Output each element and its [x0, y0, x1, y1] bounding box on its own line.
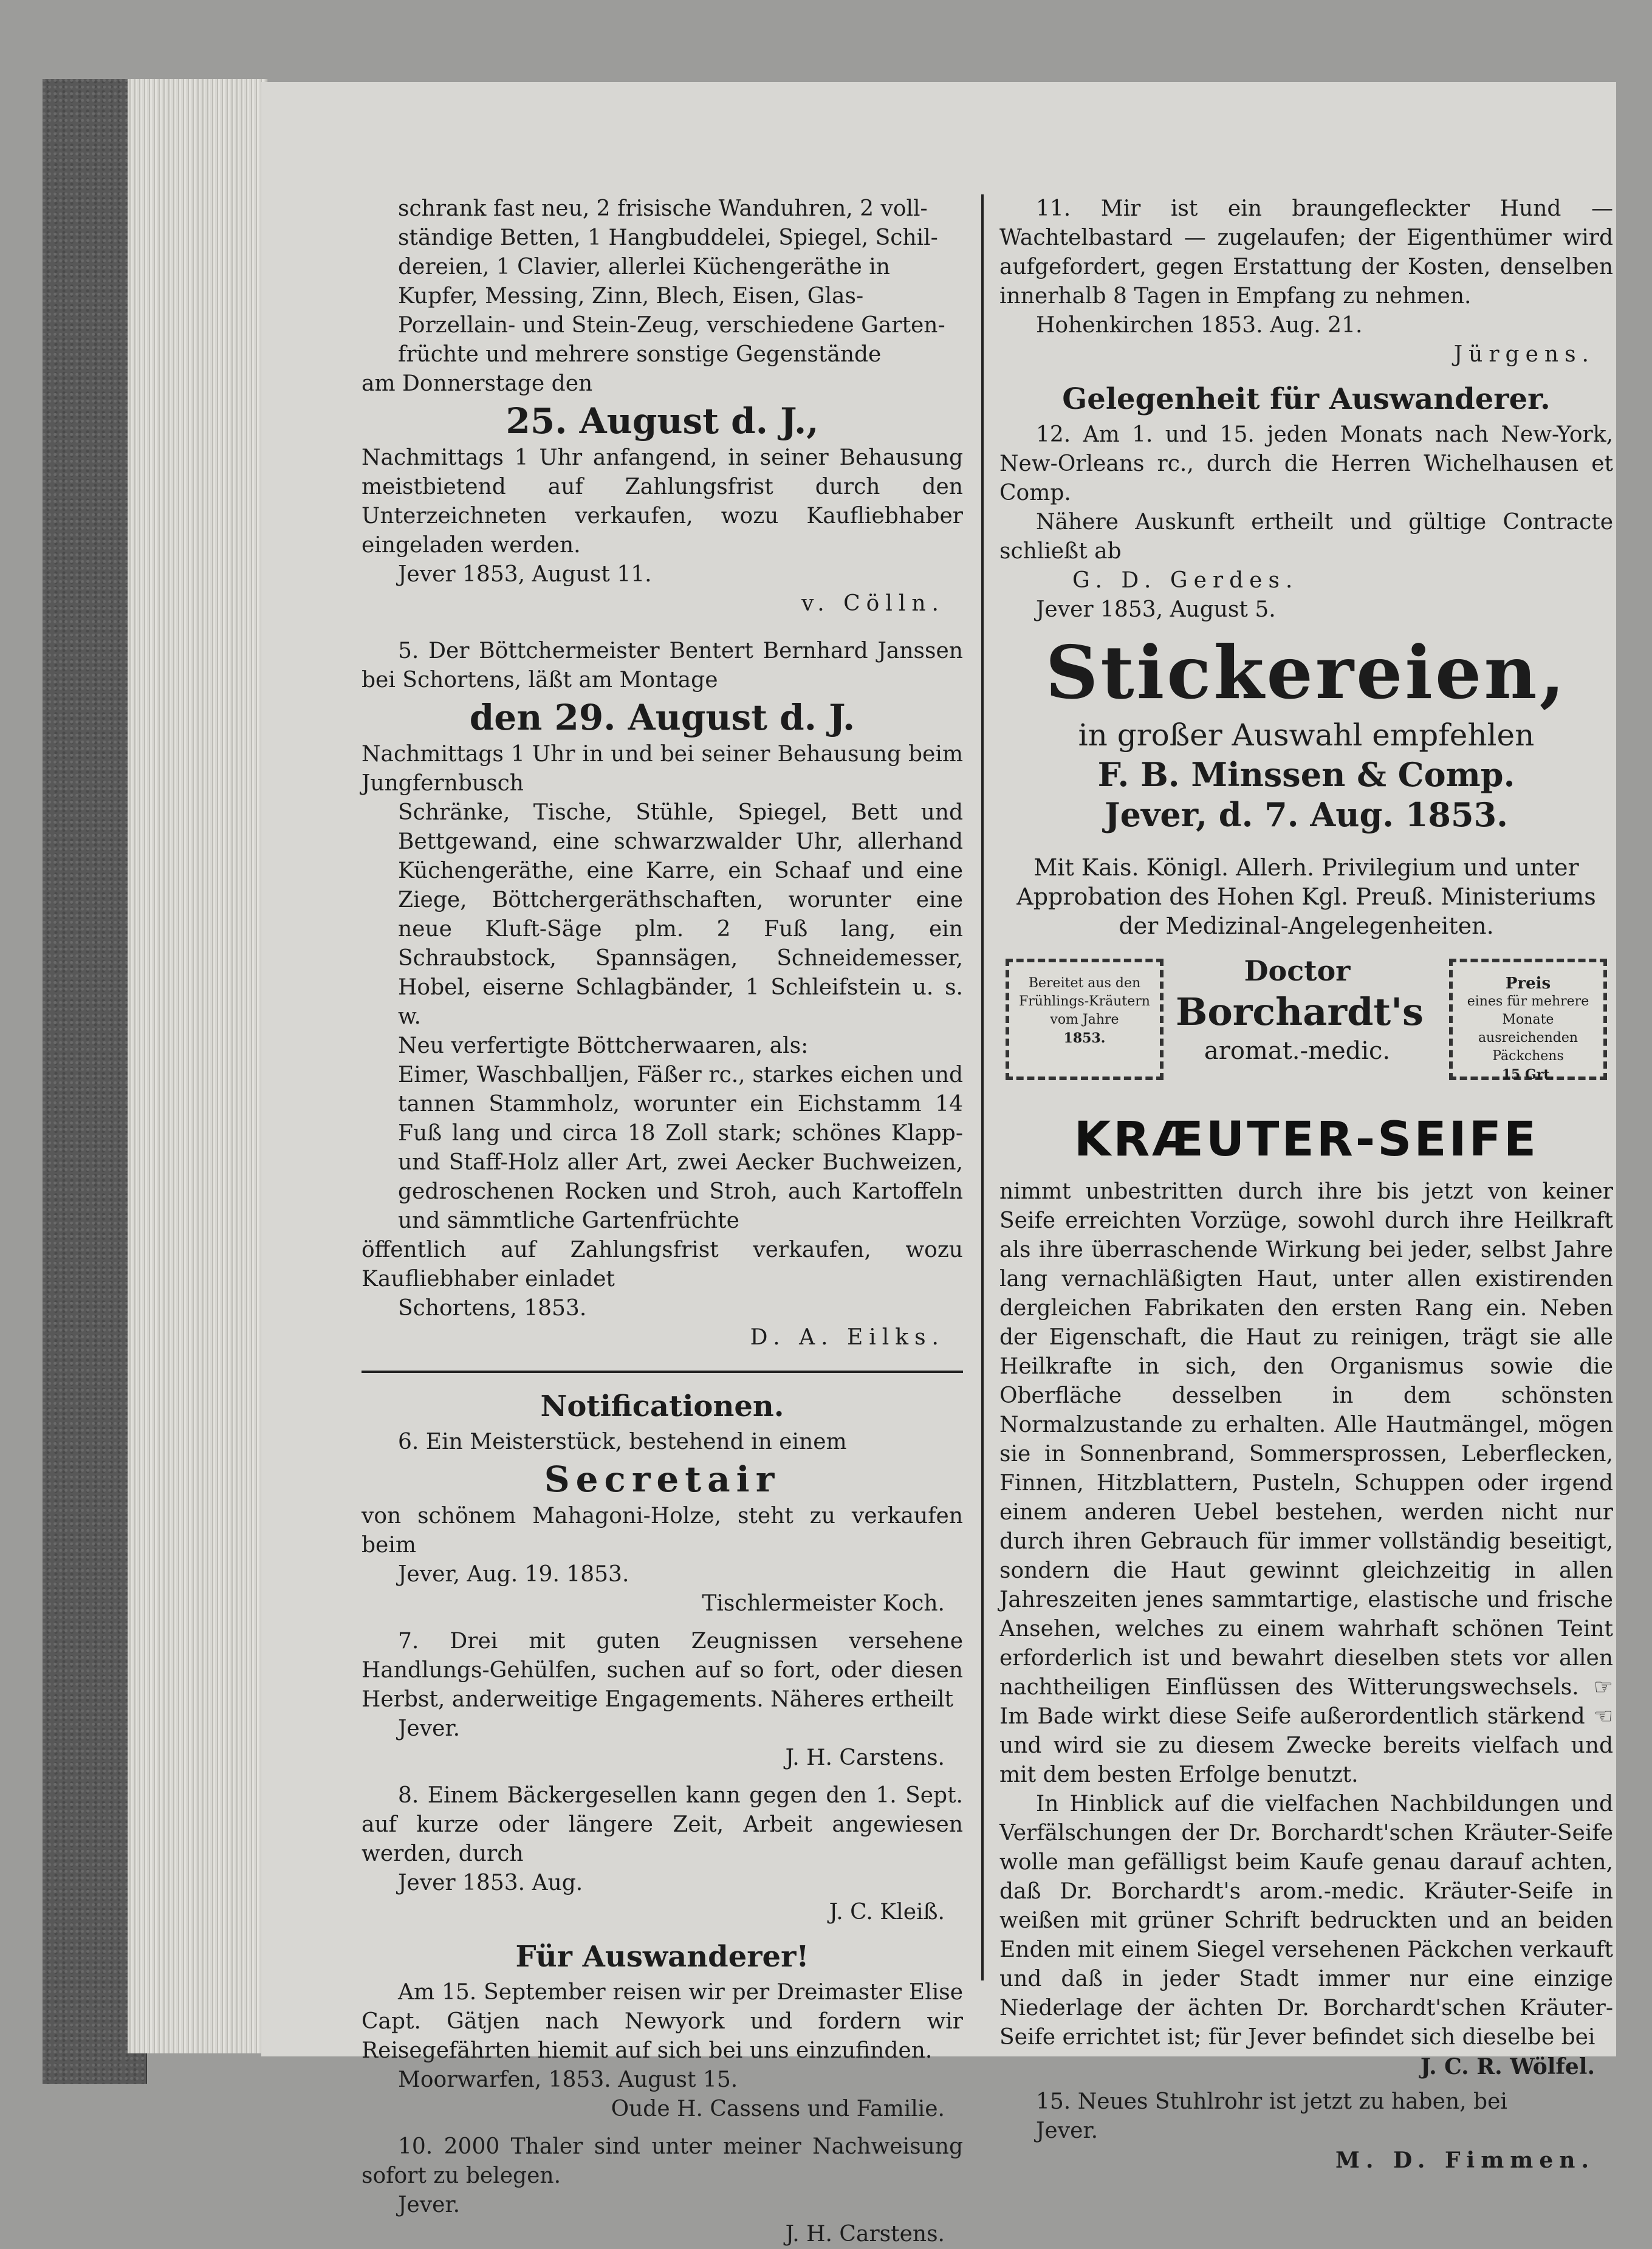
n12-text: 12. Am 1. und 15. jeden Monats nach New-York, New-Orleans rc., durch die Herren Wichelhausen et Comp. — [999, 422, 1613, 505]
ad4-line: schrank fast neu, 2 frisische Wanduhren, 2 voll- — [398, 196, 928, 221]
seal-left-line: 1853. — [1063, 1030, 1106, 1046]
stickereien-line1: in großer Auswahl empfehlen — [1078, 717, 1535, 753]
right-column — [999, 194, 1613, 2175]
n6-title: Secretair — [544, 1459, 781, 1500]
seife-signature: J. C. R. Wölfel. — [1420, 2054, 1595, 2080]
n10-signature: J. H. Carstens. — [785, 2222, 945, 2247]
doctor-heading — [1176, 953, 1424, 1067]
n12-text2: Nähere Auskunft ertheilt und gültige Contracte schließt ab — [999, 510, 1613, 564]
n9-signature: Oude H. Cassens und Familie. — [611, 2097, 945, 2121]
seal-right-line: eines für mehrere — [1467, 994, 1589, 1009]
n11-text: 11. Mir ist ein braungefleckter Hund — Wachtelbastard — zugelaufen; der Eigenthümer wird aufgefordert, gegen Erstattung der Kosten, denselben innerhalb 8 Tagen in Empfang zu nehmen. — [999, 196, 1613, 309]
ad5-end: öffentlich auf Zahlungsfrist verkaufen, wozu Kaufliebhaber einladet — [362, 1237, 963, 1292]
n8-place: Jever 1853. Aug. — [398, 1871, 583, 1895]
n7-place: Jever. — [398, 1716, 461, 1741]
seal-left-line: vom Jahre — [1050, 1012, 1119, 1027]
n9-text: Am 15. September reisen wir per Dreimaster Elise Capt. Gätjen nach Newyork und fordern wir Reisegefährten hiemit auf sich bei uns einzufinden. — [362, 1980, 963, 2063]
n11-signature: Jürgens. — [1453, 342, 1595, 367]
ad5-list: Schränke, Tische, Stühle, Spiegel, Bett und Bettgewand, eine schwarzwalder Uhr, allerhand Küchengeräthe, eine Karre, ein Schaaf und eine Ziege, Böttchergeräthschaften, worunter eine neue Kluft-Säge plm. 2 Fuß lang, ein Schraubstock, Spannsägen, Schneidemesser, Hobel, eiserne Schlagbänder, 1 Schleifstein u. s. w. — [398, 800, 963, 1029]
n6-place: Jever, Aug. 19. 1853. — [398, 1562, 629, 1587]
left-column — [362, 194, 963, 2249]
stickereien-line3: Jever, d. 7. Aug. 1853. — [1105, 795, 1508, 834]
n8-text: 8. Einem Bäckergesellen kann gegen den 1. Sept. auf kurze oder längere Zeit, Arbeit angewiesen werden, durch — [362, 1783, 963, 1866]
n6-intro: 6. Ein Meisterstück, bestehend in einem — [398, 1429, 847, 1454]
ad4-line: Kupfer, Messing, Zinn, Blech, Eisen, Glas- — [398, 284, 864, 309]
n15-text: 15. Neues Stuhlrohr ist jetzt zu haben, bei — [1036, 2089, 1507, 2114]
seal-right — [1449, 959, 1607, 1083]
ad4-line: dereien, 1 Clavier, allerlei Küchengeräthe in — [398, 255, 890, 279]
seal-right-line: Preis — [1505, 974, 1551, 993]
seal-right-line: Päckchens — [1492, 1049, 1564, 1064]
n12-place: Jever 1853, August 5. — [1036, 597, 1276, 622]
ad4-line: früchte und mehrere sonstige Gegenstände — [398, 342, 882, 367]
doctor-title: Doctor — [1244, 954, 1351, 987]
column-divider — [981, 194, 984, 1980]
stickereien-title: Stickereien, — [1045, 630, 1568, 716]
n6-text: von schönem Mahagoni-Holze, steht zu verkaufen beim — [362, 1504, 963, 1558]
ad4-lines — [362, 194, 963, 369]
doctor-subtitle: aromat.-medic. — [1204, 1037, 1391, 1065]
page-content — [337, 170, 1625, 2247]
ad4-line: Porzellain- und Stein-Zeug, verschiedene Garten- — [398, 313, 945, 338]
ad4-line: ständige Betten, 1 Hangbuddelei, Spiegel, Schil- — [398, 225, 938, 250]
n7-signature: J. H. Carstens. — [785, 1745, 945, 1770]
seal-right-line: Monate ausreichenden — [1478, 1012, 1578, 1046]
seife-text: nimmt unbestritten durch ihre bis jetzt von keiner Seife erreichten Vorzüge, sowohl durch ihre Heilkraft als ihre überraschende Wirkung bei jeder, selbst Jahre lang vernachläßigten Haut, unter allen existirenden dergleichen Fabrikaten den ersten Rang ein. Neben der Eigenschaft, die Haut zu reinigen, trägt sie alle Heilkrafte in sich, den Organismus sowie die Oberfläche desselben in dem schönsten Normalzustande zu erhalten. Alle Hautmängel, mögen sie in Sonnenbrand, Sommersprossen, Leberflecken, Finnen, Hitzblattern, Pusteln, Schuppen oder irgend einem anderen Uebel bestehen, werden nicht nur durch ihren Gebrauch für immer vollständig beseitigt, sondern die Haut gewinnt gleichzeitig in allen Jahreszeiten jenes sammtartige, elastische und frische Ansehen, welches zu einem wahrhaft schönen Teint erforderlich ist und bewahrt dieselben stets vor allen nachtheiligen Einflüssen des Witterungswechsels. ☞ Im Bade wirkt diese Seife außerordentlich stärkend ☜ und wird sie zu diesem Zwecke bereits vielfach und mit dem besten Erfolge benutzt. — [999, 1179, 1613, 1787]
ad4-text: Nachmittags 1 Uhr anfangend, in seiner Behausung meistbietend auf Zahlungsfrist durch den Unterzeichneten verkaufen, wozu Kaufliebhaber eingeladen werden. — [362, 445, 963, 558]
ad5-signature: D. A. Eilks. — [750, 1325, 945, 1350]
n11-place: Hohenkirchen 1853. Aug. 21. — [1036, 313, 1363, 338]
stickereien-line2: F. B. Minssen & Comp. — [1097, 755, 1515, 794]
ad5-text: Nachmittags 1 Uhr in und bei seiner Behausung beim Jungfernbusch — [362, 742, 963, 796]
ad5-intro: 5. Der Böttchermeister Bentert Bernhard Janssen bei Schortens, läßt am Montage — [362, 638, 963, 693]
n10-place: Jever. — [398, 2193, 461, 2217]
n12-signature: G. D. Gerdes. — [1072, 568, 1299, 593]
n10-text: 10. 2000 Thaler sind unter meiner Nachweisung sofort zu belegen. — [362, 2134, 963, 2188]
ad5-date: den 29. August d. J. — [469, 697, 855, 738]
n9-title: Für Auswanderer! — [515, 1940, 809, 1974]
n9-place: Moorwarfen, 1853. August 15. — [398, 2067, 738, 2092]
seal-left-line: Frühlings-Kräutern — [1019, 994, 1150, 1009]
seal-left — [1006, 959, 1164, 1080]
page-edges — [128, 79, 267, 2053]
n15-signature: M. D. Fimmen. — [1335, 2148, 1595, 2173]
ad5-new: Neu verfertigte Böttcherwaaren, als: — [398, 1033, 809, 1058]
seal-row — [999, 953, 1613, 1098]
seal-right-line: 15 Grt. — [1501, 1067, 1555, 1083]
notifications-title: Notificationen. — [540, 1389, 784, 1423]
n15-place: Jever. — [1036, 2118, 1098, 2143]
ad4-place: Jever 1853, August 11. — [398, 562, 652, 587]
ad4-signature: v. Cölln. — [801, 591, 945, 616]
n12-title: Gelegenheit für Auswanderer. — [1062, 382, 1551, 416]
privilege-text: Mit Kais. Königl. Allerh. Privilegium und unter Approbation des Hohen Kgl. Preuß. Ministeriums der Medizinal-Angelegenheiten. — [1016, 854, 1596, 939]
ad4-day: am Donnerstage den — [362, 371, 593, 396]
n7-text: 7. Drei mit guten Zeugnissen versehene Handlungs-Gehülfen, suchen auf so fort, oder diesen Herbst, anderweitige Engagements. Näheres ertheilt — [362, 1629, 963, 1712]
seife-banner: KRÆUTER-SEIFE — [1074, 1112, 1539, 1167]
section-rule — [362, 1371, 963, 1373]
ad5-place: Schortens, 1853. — [398, 1296, 587, 1321]
n6-signature: Tischlermeister Koch. — [702, 1591, 945, 1616]
seal-left-line: Bereitet aus den — [1028, 976, 1141, 991]
seife-text2: In Hinblick auf die vielfachen Nachbildungen und Verfälschungen der Dr. Borchardt'schen Kräuter-Seife wolle man gefälligst beim Kaufe genau darauf achten, daß Dr. Borchardt's arom.-medic. Kräuter-Seife in weißen mit grüner Schrift bedruckten und an beiden Enden mit einem Siegel versehenen Päckchen verkauft und daß in jeder Stadt immer nur eine einzige Niederlage der ächten Dr. Borchardt'schen Kräuter-Seife errichtet ist; für Jever befindet sich dieselbe bei — [999, 1792, 1613, 2050]
ad5-list2: Eimer, Waschballjen, Fäßer rc., starkes eichen und tannen Stammholz, worunter ein Eichstamm 14 Fuß lang und circa 18 Zoll stark; schönes Klapp- und Staff-Holz aller Art, zwei Aecker Buchweizen, gedroschenen Rocken und Stroh, auch Kartoffeln und sämmtliche Gartenfrüchte — [398, 1063, 963, 1233]
doctor-name: Borchardt's — [1176, 990, 1424, 1034]
ad4-date: 25. August d. J., — [506, 400, 819, 442]
n8-signature: J. C. Kleiß. — [829, 1900, 945, 1925]
